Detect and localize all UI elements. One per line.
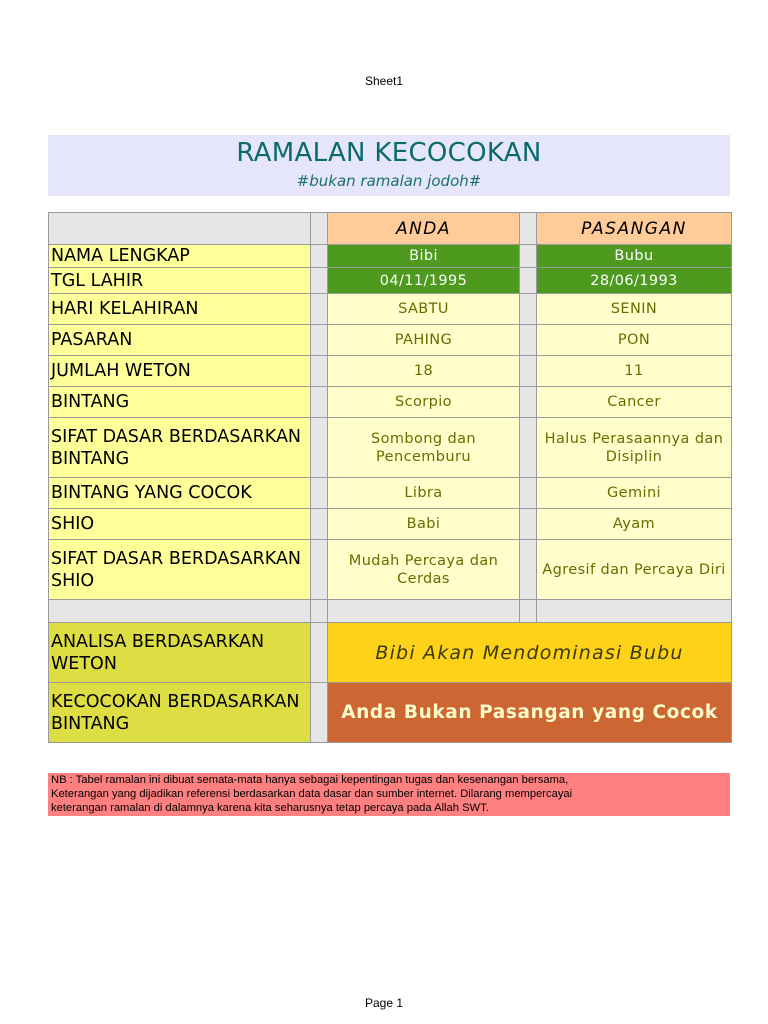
pasangan-value: 28/06/1993 — [537, 268, 732, 294]
table-row — [49, 540, 732, 600]
gap-cell — [311, 387, 328, 418]
gap-cell — [328, 600, 520, 623]
table-row — [49, 387, 732, 418]
anda-value: PAHING — [328, 325, 520, 356]
anda-value: 18 — [328, 356, 520, 387]
anda-value: Babi — [328, 509, 520, 540]
gap-cell — [311, 325, 328, 356]
gap-cell — [537, 600, 732, 623]
gap-cell — [520, 325, 537, 356]
gap-cell — [520, 509, 537, 540]
row-label: TGL LAHIR — [49, 268, 311, 294]
gap-cell — [311, 683, 328, 743]
spacer-row — [49, 600, 732, 623]
row-label: SHIO — [49, 509, 311, 540]
gap-cell — [311, 356, 328, 387]
header-blank-cell — [49, 213, 311, 245]
gap-cell — [49, 600, 311, 623]
zodiac-result: Anda Bukan Pasangan yang Cocok — [328, 683, 732, 743]
pasangan-value: PON — [537, 325, 732, 356]
gap-cell — [311, 268, 328, 294]
table-row — [49, 268, 732, 294]
result-label: KECOCOKAN BERDASARKAN BINTANG — [49, 683, 311, 743]
pasangan-value: 11 — [537, 356, 732, 387]
pasangan-value: Gemini — [537, 478, 732, 509]
gap-cell — [520, 245, 537, 268]
weton-result: Bibi Akan Mendominasi Bubu — [328, 623, 732, 683]
page-subtitle: #bukan ramalan jodoh# — [296, 172, 482, 190]
row-label: SIFAT DASAR BERDASARKAN SHIO — [49, 540, 311, 600]
result-row-zodiac — [49, 683, 732, 743]
gap-cell — [520, 213, 537, 245]
disclaimer-note — [48, 773, 730, 816]
result-row-weton — [49, 623, 732, 683]
gap-cell — [520, 294, 537, 325]
gap-cell — [520, 418, 537, 478]
table-row — [49, 478, 732, 509]
anda-value: 04/11/1995 — [328, 268, 520, 294]
table-row — [49, 356, 732, 387]
gap-cell — [311, 540, 328, 600]
pasangan-value: Agresif dan Percaya Diri — [537, 540, 732, 600]
table-row — [49, 325, 732, 356]
gap-cell — [311, 213, 328, 245]
note-line: Keterangan yang dijadikan referensi berdasarkan data dasar dan sumber internet. Dilarang mempercayai — [51, 788, 573, 800]
gap-cell — [311, 509, 328, 540]
pasangan-value: SENIN — [537, 294, 732, 325]
gap-cell — [311, 418, 328, 478]
pasangan-value: Bubu — [537, 245, 732, 268]
header-row — [49, 213, 732, 245]
row-label: PASARAN — [49, 325, 311, 356]
anda-value: Sombong dan Pencemburu — [328, 418, 520, 478]
column-header-pasangan: PASANGAN — [537, 213, 732, 245]
table-row — [49, 245, 732, 268]
row-label: HARI KELAHIRAN — [49, 294, 311, 325]
gap-cell — [520, 268, 537, 294]
gap-cell — [311, 245, 328, 268]
table-row — [49, 418, 732, 478]
column-header-anda: ANDA — [328, 213, 520, 245]
page-title: RAMALAN KECOCOKAN — [236, 138, 542, 168]
row-label: JUMLAH WETON — [49, 356, 311, 387]
row-label: NAMA LENGKAP — [49, 245, 311, 268]
anda-value: Libra — [328, 478, 520, 509]
anda-value: Mudah Percaya dan Cerdas — [328, 540, 520, 600]
title-banner — [48, 135, 730, 196]
table-row — [49, 294, 732, 325]
row-label: BINTANG — [49, 387, 311, 418]
row-label: SIFAT DASAR BERDASARKAN BINTANG — [49, 418, 311, 478]
anda-value: Scorpio — [328, 387, 520, 418]
anda-value: SABTU — [328, 294, 520, 325]
pasangan-value: Ayam — [537, 509, 732, 540]
table-row — [49, 509, 732, 540]
gap-cell — [311, 294, 328, 325]
compatibility-table — [48, 212, 732, 743]
gap-cell — [520, 387, 537, 418]
gap-cell — [520, 540, 537, 600]
sheet-name: Sheet1 — [364, 74, 404, 88]
gap-cell — [520, 478, 537, 509]
gap-cell — [520, 356, 537, 387]
row-label: BINTANG YANG COCOK — [49, 478, 311, 509]
pasangan-value: Cancer — [537, 387, 732, 418]
pasangan-value: Halus Perasaannya dan Disiplin — [537, 418, 732, 478]
page-number: Page 1 — [364, 996, 404, 1010]
note-line: NB : Tabel ramalan ini dibuat semata-mata hanya sebagai kepentingan tugas dan kesenangan bersama, — [51, 774, 569, 786]
result-label: ANALISA BERDASARKAN WETON — [49, 623, 311, 683]
gap-cell — [311, 600, 328, 623]
gap-cell — [311, 623, 328, 683]
gap-cell — [311, 478, 328, 509]
note-line: keterangan ramalan di dalamnya karena kita seharusnya tetap percaya pada Allah SWT. — [51, 802, 489, 814]
gap-cell — [520, 600, 537, 623]
anda-value: Bibi — [328, 245, 520, 268]
